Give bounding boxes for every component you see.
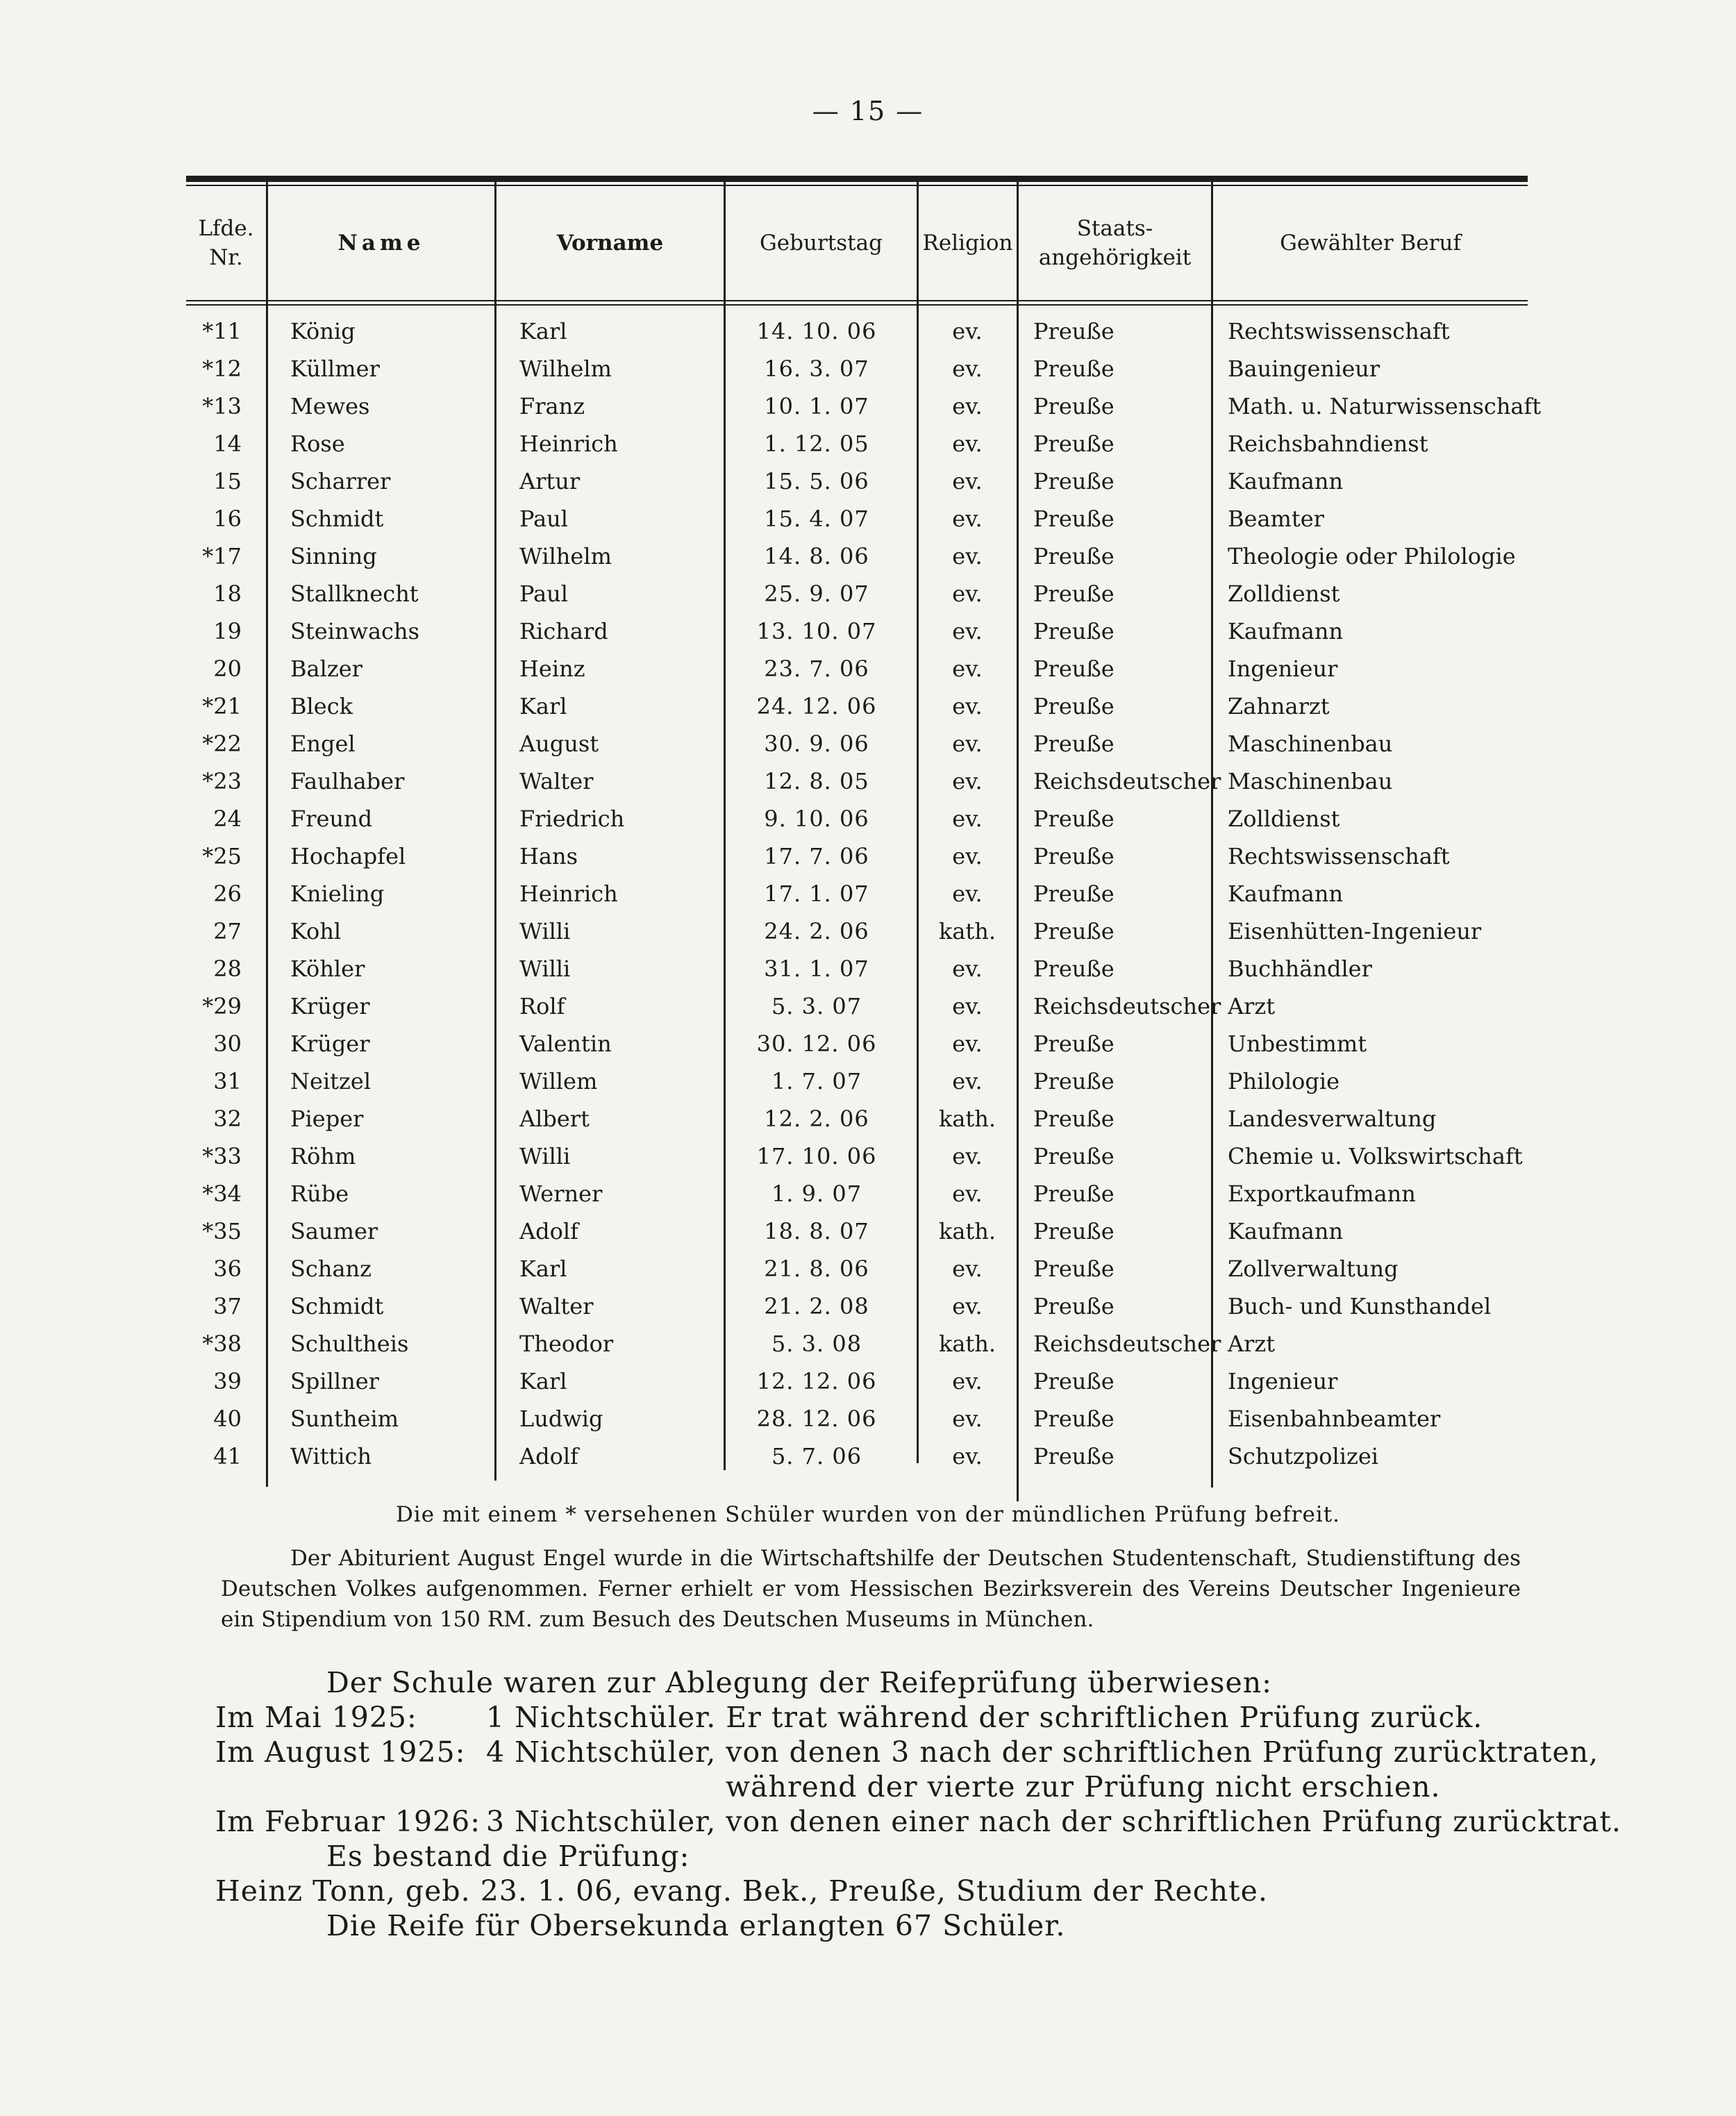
cell-name: Scharrer <box>290 468 391 494</box>
cell-nr: *29 <box>202 993 242 1019</box>
cell-name: Balzer <box>290 656 362 682</box>
cell-staatsangehoerigkeit: Preuße <box>1033 843 1115 869</box>
cell-geburtstag: 18. 8. 07 <box>764 1218 869 1244</box>
cell-beruf: Maschinenbau <box>1228 768 1393 794</box>
cell-beruf: Ingenieur <box>1228 656 1338 682</box>
table-row <box>0 351 1736 389</box>
cell-religion: ev. <box>952 506 983 532</box>
cell-name: Kohl <box>290 918 342 944</box>
feb-text: 3 Nichtschüler, von denen einer nach der schriftlichen Prüfung zurücktrat. <box>486 1805 1622 1838</box>
table-row <box>0 539 1736 576</box>
cell-beruf: Chemie u. Volkswirtschaft <box>1228 1143 1523 1169</box>
table-row <box>0 1026 1736 1064</box>
cell-staatsangehoerigkeit: Preuße <box>1033 1181 1115 1207</box>
cell-name: Schmidt <box>290 506 384 532</box>
cell-geburtstag: 5. 3. 07 <box>771 993 862 1019</box>
cell-vorname: Heinrich <box>519 881 618 907</box>
cell-staatsangehoerigkeit: Preuße <box>1033 1368 1115 1394</box>
cell-nr: *23 <box>202 768 242 794</box>
cell-nr: 16 <box>213 506 242 532</box>
cell-vorname: Walter <box>519 768 594 794</box>
cell-nr: 32 <box>213 1106 242 1132</box>
cell-beruf: Bauingenieur <box>1228 356 1380 382</box>
cell-geburtstag: 17. 7. 06 <box>764 843 869 869</box>
cell-name: Röhm <box>290 1143 356 1169</box>
cell-vorname: Walter <box>519 1293 594 1319</box>
cell-geburtstag: 12. 12. 06 <box>756 1368 877 1394</box>
cell-name: Steinwachs <box>290 618 419 644</box>
cell-nr: 37 <box>213 1293 242 1319</box>
table-row <box>0 989 1736 1026</box>
cell-beruf: Buchhändler <box>1228 956 1372 982</box>
cell-vorname: Valentin <box>519 1031 612 1057</box>
footnote: Die mit einem * versehenen Schüler wurden von der mündlichen Prüfung befreit. <box>395 1502 1341 1527</box>
cell-staatsangehoerigkeit: Preuße <box>1033 1293 1115 1319</box>
cell-staatsangehoerigkeit: Preuße <box>1033 543 1115 569</box>
cell-vorname: Ludwig <box>519 1406 603 1432</box>
cell-vorname: Heinrich <box>519 431 618 457</box>
cell-geburtstag: 12. 2. 06 <box>764 1106 869 1132</box>
cell-staatsangehoerigkeit: Preuße <box>1033 731 1115 757</box>
cell-staatsangehoerigkeit: Preuße <box>1033 393 1115 419</box>
cell-name: Krüger <box>290 1031 370 1057</box>
cell-religion: ev. <box>952 1256 983 1282</box>
cell-vorname: Rolf <box>519 993 565 1019</box>
table-row <box>0 1364 1736 1401</box>
cell-geburtstag: 15. 4. 07 <box>764 506 869 532</box>
cell-nr: 26 <box>213 881 242 907</box>
cell-geburtstag: 23. 7. 06 <box>764 656 869 682</box>
cell-vorname: Adolf <box>519 1443 578 1469</box>
mai-label: Im Mai 1925: <box>215 1701 417 1734</box>
cell-beruf: Beamter <box>1228 506 1324 532</box>
cell-staatsangehoerigkeit: Preuße <box>1033 693 1115 719</box>
student-table-body <box>0 314 1736 1476</box>
table-row <box>0 576 1736 614</box>
cell-nr: *33 <box>202 1143 242 1169</box>
table-row <box>0 314 1736 351</box>
cell-nr: *25 <box>202 843 242 869</box>
cell-geburtstag: 1. 12. 05 <box>764 431 869 457</box>
cell-religion: ev. <box>952 356 983 382</box>
bestand-line: Es bestand die Prüfung: <box>326 1840 690 1873</box>
cell-beruf: Kaufmann <box>1228 1218 1344 1244</box>
table-row <box>0 801 1736 839</box>
feb-label: Im Februar 1926: <box>215 1805 481 1838</box>
cell-religion: ev. <box>952 431 983 457</box>
cell-staatsangehoerigkeit: Reichsdeutscher <box>1033 768 1221 794</box>
table-row <box>0 389 1736 426</box>
cell-vorname: Friedrich <box>519 806 625 832</box>
cell-staatsangehoerigkeit: Preuße <box>1033 1256 1115 1282</box>
cell-religion: ev. <box>952 731 983 757</box>
cell-nr: *13 <box>202 393 242 419</box>
table-row <box>0 501 1736 539</box>
cell-beruf: Eisenhütten-Ingenieur <box>1228 918 1482 944</box>
cell-beruf: Eisenbahnbeamter <box>1228 1406 1441 1432</box>
cell-nr: 27 <box>213 918 242 944</box>
cell-nr: 40 <box>213 1406 242 1432</box>
cell-beruf: Arzt <box>1228 1331 1276 1357</box>
cell-nr: 28 <box>213 956 242 982</box>
cell-geburtstag: 1. 7. 07 <box>771 1068 862 1094</box>
table-row <box>0 1139 1736 1176</box>
cell-religion: ev. <box>952 1293 983 1319</box>
cell-religion: ev. <box>952 1031 983 1057</box>
cell-staatsangehoerigkeit: Reichsdeutscher <box>1033 1331 1221 1357</box>
cell-vorname: Adolf <box>519 1218 578 1244</box>
cell-name: Krüger <box>290 993 370 1019</box>
table-row <box>0 876 1736 914</box>
cell-vorname: Karl <box>519 1368 567 1394</box>
cell-vorname: Wilhelm <box>519 543 612 569</box>
cell-vorname: Franz <box>519 393 585 419</box>
cell-vorname: Albert <box>519 1106 590 1132</box>
cell-vorname: Wilhelm <box>519 356 612 382</box>
cell-nr: 39 <box>213 1368 242 1394</box>
cell-staatsangehoerigkeit: Preuße <box>1033 506 1115 532</box>
cell-staatsangehoerigkeit: Preuße <box>1033 806 1115 832</box>
cell-geburtstag: 24. 2. 06 <box>764 918 869 944</box>
cell-nr: 15 <box>213 468 242 494</box>
cell-staatsangehoerigkeit: Preuße <box>1033 1218 1115 1244</box>
cell-beruf: Reichsbahndienst <box>1228 431 1428 457</box>
cell-name: Mewes <box>290 393 370 419</box>
cell-vorname: Willi <box>519 1143 571 1169</box>
cell-geburtstag: 10. 1. 07 <box>764 393 869 419</box>
mai-text: 1 Nichtschüler. Er trat während der schriftlichen Prüfung zurück. <box>486 1701 1483 1734</box>
cell-beruf: Buch- und Kunsthandel <box>1228 1293 1492 1319</box>
cell-geburtstag: 21. 8. 06 <box>764 1256 869 1282</box>
cell-beruf: Zolldienst <box>1228 806 1340 832</box>
cell-staatsangehoerigkeit: Preuße <box>1033 318 1115 344</box>
header-nr: Lfde. Nr. <box>198 216 254 270</box>
cell-beruf: Exportkaufmann <box>1228 1181 1416 1207</box>
cell-religion: ev. <box>952 956 983 982</box>
cell-religion: ev. <box>952 1181 983 1207</box>
cell-religion: ev. <box>952 768 983 794</box>
cell-nr: *11 <box>202 318 242 344</box>
cell-vorname: Willi <box>519 918 571 944</box>
cell-religion: ev. <box>952 393 983 419</box>
cell-nr: *21 <box>202 693 242 719</box>
cell-religion: ev. <box>952 693 983 719</box>
cell-geburtstag: 5. 3. 08 <box>771 1331 862 1357</box>
cell-staatsangehoerigkeit: Preuße <box>1033 1106 1115 1132</box>
tonn-line: Heinz Tonn, geb. 23. 1. 06, evang. Bek., Preuße, Studium der Rechte. <box>215 1874 1268 1908</box>
cell-nr: *38 <box>202 1331 242 1357</box>
cell-religion: ev. <box>952 318 983 344</box>
cell-nr: 24 <box>213 806 242 832</box>
cell-religion: ev. <box>952 1368 983 1394</box>
cell-geburtstag: 21. 2. 08 <box>764 1293 869 1319</box>
cell-beruf: Zahnarzt <box>1228 693 1330 719</box>
cell-religion: kath. <box>938 918 996 944</box>
cell-vorname: Paul <box>519 506 569 532</box>
aug-text-cont: während der vierte zur Prüfung nicht erschien. <box>726 1770 1441 1803</box>
header-bottom-rule <box>186 300 1528 301</box>
cell-nr: 19 <box>213 618 242 644</box>
table-row <box>0 839 1736 876</box>
table-row <box>0 614 1736 651</box>
cell-name: Freund <box>290 806 373 832</box>
cell-name: Rose <box>290 431 345 457</box>
table-row <box>0 951 1736 989</box>
table-row <box>0 764 1736 801</box>
cell-geburtstag: 16. 3. 07 <box>764 356 869 382</box>
cell-religion: ev. <box>952 1143 983 1169</box>
cell-beruf: Arzt <box>1228 993 1276 1019</box>
cell-name: König <box>290 318 356 344</box>
cell-beruf: Kaufmann <box>1228 881 1344 907</box>
table-row <box>0 651 1736 689</box>
table-row <box>0 1101 1736 1139</box>
cell-religion: ev. <box>952 993 983 1019</box>
cell-beruf: Ingenieur <box>1228 1368 1338 1394</box>
cell-beruf: Maschinenbau <box>1228 731 1393 757</box>
table-row <box>0 1214 1736 1251</box>
cell-beruf: Zollverwaltung <box>1228 1256 1399 1282</box>
cell-name: Neitzel <box>290 1068 372 1094</box>
cell-religion: ev. <box>952 581 983 607</box>
cell-geburtstag: 24. 12. 06 <box>756 693 877 719</box>
cell-vorname: Richard <box>519 618 608 644</box>
cell-name: Engel <box>290 731 356 757</box>
table-top-thin-rule <box>186 185 1528 186</box>
cell-staatsangehoerigkeit: Preuße <box>1033 431 1115 457</box>
cell-religion: kath. <box>938 1218 996 1244</box>
cell-geburtstag: 14. 10. 06 <box>756 318 877 344</box>
header-vorname: Vorname <box>556 231 664 256</box>
cell-name: Faulhaber <box>290 768 405 794</box>
cell-nr: 18 <box>213 581 242 607</box>
cell-religion: ev. <box>952 1068 983 1094</box>
cell-staatsangehoerigkeit: Preuße <box>1033 1443 1115 1469</box>
table-row <box>0 1326 1736 1364</box>
cell-nr: *35 <box>202 1218 242 1244</box>
table-row <box>0 1064 1736 1101</box>
cell-beruf: Theologie oder Philologie <box>1228 543 1516 569</box>
reife-line: Die Reife für Obersekunda erlangten 67 Schüler. <box>326 1909 1066 1942</box>
header-religion: Religion <box>922 231 1013 256</box>
cell-vorname: Paul <box>519 581 569 607</box>
cell-staatsangehoerigkeit: Preuße <box>1033 356 1115 382</box>
cell-geburtstag: 14. 8. 06 <box>764 543 869 569</box>
cell-geburtstag: 15. 5. 06 <box>764 468 869 494</box>
cell-name: Sinning <box>290 543 377 569</box>
cell-geburtstag: 13. 10. 07 <box>756 618 877 644</box>
cell-name: Wittich <box>290 1443 372 1469</box>
cell-religion: ev. <box>952 1443 983 1469</box>
cell-vorname: Theodor <box>519 1331 614 1357</box>
cell-religion: kath. <box>938 1331 996 1357</box>
page-number: — 15 — <box>812 96 924 126</box>
cell-beruf: Schutzpolizei <box>1228 1443 1379 1469</box>
cell-name: Spillner <box>290 1368 379 1394</box>
cell-vorname: Werner <box>519 1181 603 1207</box>
cell-name: Köhler <box>290 956 365 982</box>
cell-religion: kath. <box>938 1106 996 1132</box>
header-beruf: Gewählter Beruf <box>1280 231 1461 256</box>
cell-staatsangehoerigkeit: Preuße <box>1033 1031 1115 1057</box>
cell-religion: ev. <box>952 881 983 907</box>
cell-beruf: Kaufmann <box>1228 618 1344 644</box>
cell-religion: ev. <box>952 468 983 494</box>
cell-name: Schanz <box>290 1256 372 1282</box>
table-row <box>0 1251 1736 1289</box>
table-row <box>0 1176 1736 1214</box>
cell-religion: ev. <box>952 1406 983 1432</box>
cell-beruf: Zolldienst <box>1228 581 1340 607</box>
cell-name: Rübe <box>290 1181 349 1207</box>
cell-staatsangehoerigkeit: Preuße <box>1033 1406 1115 1432</box>
table-row <box>0 689 1736 726</box>
cell-beruf: Kaufmann <box>1228 468 1344 494</box>
cell-nr: *17 <box>202 543 242 569</box>
cell-name: Bleck <box>290 693 353 719</box>
cell-geburtstag: 28. 12. 06 <box>756 1406 877 1432</box>
cell-name: Schmidt <box>290 1293 384 1319</box>
table-row <box>0 426 1736 464</box>
cell-staatsangehoerigkeit: Preuße <box>1033 581 1115 607</box>
cell-vorname: Karl <box>519 318 567 344</box>
cell-staatsangehoerigkeit: Preuße <box>1033 618 1115 644</box>
note-paragraph: Der Abiturient August Engel wurde in die Wirtschaftshilfe der Deutschen Studentenschaft, Studienstiftung des Deutschen Volkes aufgenommen. Ferner erhielt er vom Hessischen Bezirksverein des Vereins Deutscher Ingenieure ein Stipendium von 150 RM. zum Besuch des Deutschen Museums in München. <box>221 1546 1521 1632</box>
aug-text: 4 Nichtschüler, von denen 3 nach der schriftlichen Prüfung zurücktraten, <box>486 1735 1599 1769</box>
cell-vorname: Willem <box>519 1068 598 1094</box>
aug-label: Im August 1925: <box>215 1735 466 1769</box>
cell-beruf: Rechtswissenschaft <box>1228 318 1450 344</box>
cell-geburtstag: 17. 10. 06 <box>756 1143 877 1169</box>
cell-name: Knieling <box>290 881 385 907</box>
cell-name: Hochapfel <box>290 843 406 869</box>
cell-religion: ev. <box>952 543 983 569</box>
header-bottom-rule-2 <box>186 304 1528 306</box>
cell-vorname: Willi <box>519 956 571 982</box>
table-row <box>0 1439 1736 1476</box>
cell-geburtstag: 30. 9. 06 <box>764 731 869 757</box>
table-row <box>0 1289 1736 1326</box>
table-row <box>0 726 1736 764</box>
cell-nr: *12 <box>202 356 242 382</box>
cell-staatsangehoerigkeit: Preuße <box>1033 1068 1115 1094</box>
lower-section <box>215 1665 1622 1943</box>
cell-geburtstag: 31. 1. 07 <box>764 956 869 982</box>
cell-geburtstag: 5. 7. 06 <box>771 1443 862 1469</box>
cell-name: Suntheim <box>290 1406 399 1432</box>
cell-staatsangehoerigkeit: Preuße <box>1033 918 1115 944</box>
cell-name: Pieper <box>290 1106 364 1132</box>
cell-nr: 20 <box>213 656 242 682</box>
table-row <box>0 464 1736 501</box>
cell-staatsangehoerigkeit: Preuße <box>1033 468 1115 494</box>
cell-name: Saumer <box>290 1218 378 1244</box>
cell-vorname: Karl <box>519 1256 567 1282</box>
cell-name: Schultheis <box>290 1331 409 1357</box>
cell-geburtstag: 9. 10. 06 <box>764 806 869 832</box>
cell-geburtstag: 30. 12. 06 <box>756 1031 877 1057</box>
header-geburtstag: Geburtstag <box>760 231 883 256</box>
cell-vorname: August <box>519 731 599 757</box>
cell-name: Küllmer <box>290 356 380 382</box>
intro-line: Der Schule waren zur Ablegung der Reifeprüfung überwiesen: <box>326 1666 1272 1699</box>
header-staat: Staats- angehörigkeit <box>1038 216 1192 270</box>
cell-vorname: Heinz <box>519 656 585 682</box>
cell-religion: ev. <box>952 618 983 644</box>
cell-religion: ev. <box>952 806 983 832</box>
cell-geburtstag: 1. 9. 07 <box>771 1181 862 1207</box>
cell-beruf: Unbestimmt <box>1228 1031 1367 1057</box>
cell-geburtstag: 12. 8. 05 <box>764 768 869 794</box>
cell-nr: *34 <box>202 1181 242 1207</box>
cell-nr: 36 <box>213 1256 242 1282</box>
table-row <box>0 1401 1736 1439</box>
cell-vorname: Karl <box>519 693 567 719</box>
table-row <box>0 914 1736 951</box>
cell-nr: 31 <box>213 1068 242 1094</box>
header-name: Name <box>337 231 425 256</box>
cell-nr: 14 <box>213 431 242 457</box>
cell-staatsangehoerigkeit: Preuße <box>1033 956 1115 982</box>
cell-religion: ev. <box>952 656 983 682</box>
cell-staatsangehoerigkeit: Preuße <box>1033 881 1115 907</box>
cell-nr: *22 <box>202 731 242 757</box>
cell-name: Stallknecht <box>290 581 419 607</box>
table-top-rule <box>186 176 1528 182</box>
cell-beruf: Landesverwaltung <box>1228 1106 1437 1132</box>
cell-geburtstag: 25. 9. 07 <box>764 581 869 607</box>
cell-staatsangehoerigkeit: Reichsdeutscher <box>1033 993 1221 1019</box>
cell-vorname: Artur <box>519 468 581 494</box>
cell-staatsangehoerigkeit: Preuße <box>1033 1143 1115 1169</box>
cell-beruf: Rechtswissenschaft <box>1228 843 1450 869</box>
cell-nr: 30 <box>213 1031 242 1057</box>
cell-religion: ev. <box>952 843 983 869</box>
cell-nr: 41 <box>213 1443 242 1469</box>
cell-beruf: Philologie <box>1228 1068 1340 1094</box>
cell-geburtstag: 17. 1. 07 <box>764 881 869 907</box>
cell-beruf: Math. u. Naturwissenschaft <box>1228 393 1542 419</box>
cell-staatsangehoerigkeit: Preuße <box>1033 656 1115 682</box>
cell-vorname: Hans <box>519 843 578 869</box>
